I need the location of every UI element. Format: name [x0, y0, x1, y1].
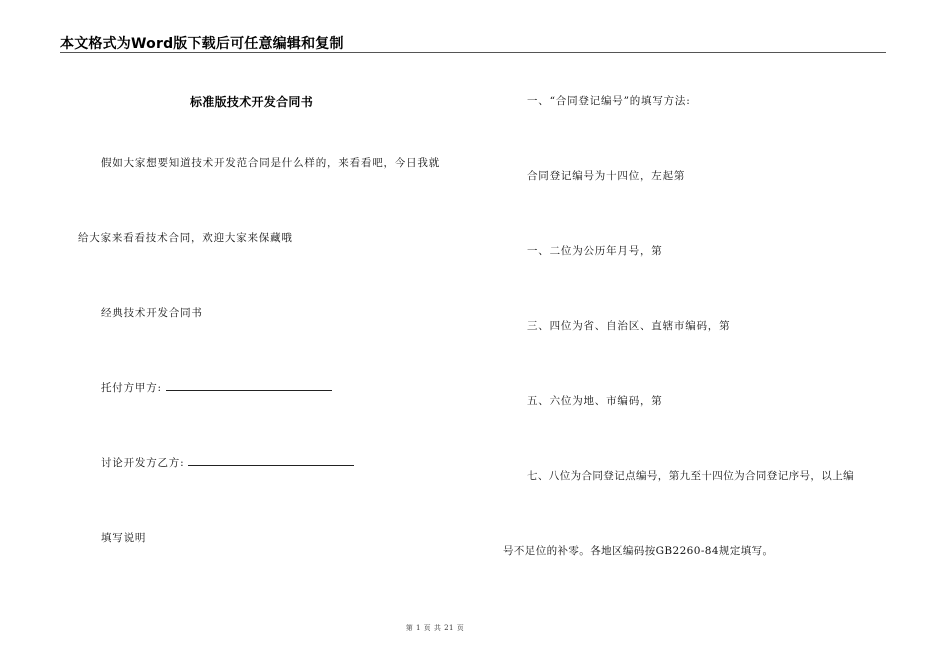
instructions-heading: 填写说明 — [101, 532, 147, 544]
document-header: 本文格式为Word版下载后可任意编辑和复制 — [60, 36, 344, 52]
intro-paragraph-line-1: 假如大家想要知道技术开发范合同是什么样的，来看看吧，今日我就 — [101, 157, 440, 169]
right-line-4: 三、四位为省、自治区、直辖市编码，第 — [527, 320, 731, 332]
right-line-5: 五、六位为地、市编码，第 — [527, 395, 663, 407]
header-divider — [60, 52, 886, 53]
party-b-row — [101, 455, 354, 470]
party-a-row — [101, 380, 332, 395]
right-line-7: 号不足位的补零。各地区编码按GB2260-84规定填写。 — [503, 545, 774, 557]
page-footer: 第 1 页 共 21 页 — [405, 624, 465, 632]
party-a-blank-line — [166, 380, 332, 391]
party-a-label: 托付方甲方: — [101, 382, 162, 394]
contract-section-title: 经典技术开发合同书 — [101, 307, 203, 319]
right-line-3: 一、二位为公历年月号，第 — [527, 245, 663, 257]
right-line-1: 一、“合同登记编号”的填写方法: — [527, 95, 691, 107]
party-b-label: 讨论开发方乙方: — [101, 457, 185, 469]
right-line-2: 合同登记编号为十四位，左起第 — [527, 170, 686, 182]
party-b-blank-line — [188, 455, 354, 466]
right-line-6: 七、八位为合同登记点编号，第九至十四位为合同登记序号，以上编 — [527, 470, 854, 482]
intro-paragraph-line-2: 给大家来看看技术合同，欢迎大家来保藏哦 — [78, 232, 293, 244]
document-title: 标准版技术开发合同书 — [190, 95, 314, 109]
